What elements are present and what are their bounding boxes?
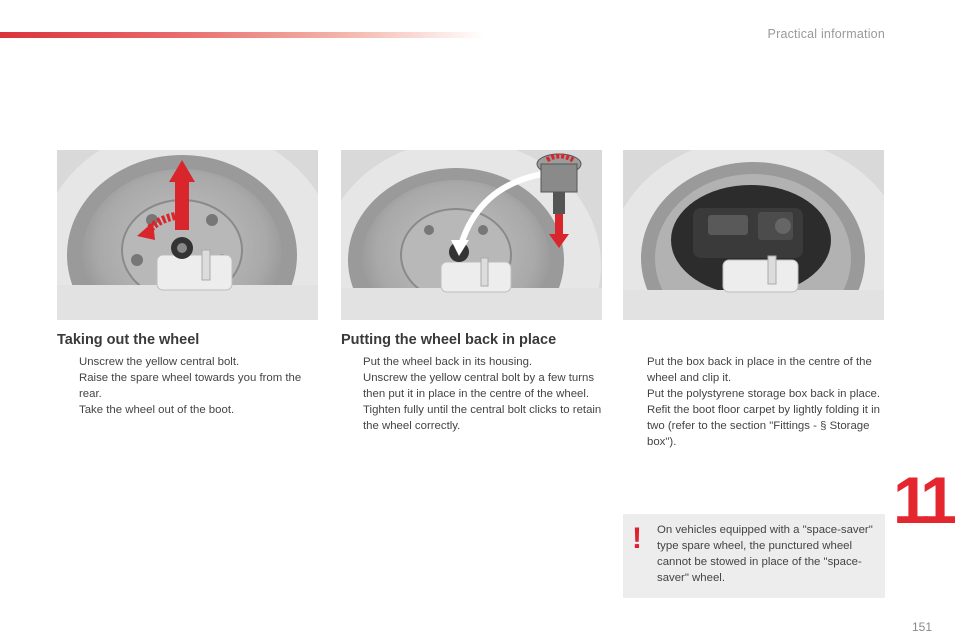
list-item: Put the polystyrene storage box back in place. [647,388,881,400]
warning-text: On vehicles equipped with a "space-saver" type spare wheel, the punctured wheel cannot be stowed in place of the "space-saver" wheel. [657,524,873,584]
spare-wheel-illustration [57,150,318,320]
wheel-with-bolt-illustration [341,150,602,320]
photo-putting-wheel-back [341,150,602,320]
steps-putting-wheel-back [341,354,605,434]
list-item: Refit the boot floor carpet by lightly folding it in two (refer to the section "Fittings - § Storage box"). [647,404,881,448]
photo-storage-box [623,150,884,320]
header-accent-bar [0,32,485,38]
heading-taking-out-wheel: Taking out the wheel [57,332,200,348]
list-item: Unscrew the yellow central bolt by a few turns then put it in place in the centre of the wheel. [363,372,595,400]
steps-taking-out-wheel [57,354,317,418]
warning-box [623,514,885,598]
steps-storage-box [625,354,880,450]
chapter-number: 11 [893,463,951,537]
storage-box-illustration [623,150,884,320]
list-item: Take the wheel out of the boot. [79,404,235,416]
list-item: Tighten fully until the central bolt clicks to retain the wheel correctly. [363,404,602,432]
list-item: Raise the spare wheel towards you from the rear. [79,372,302,400]
list-item: Put the box back in place in the centre of the wheel and clip it. [647,356,872,384]
section-title: Practical information [767,27,885,41]
photo-taking-out-wheel [57,150,318,320]
list-item: Put the wheel back in its housing. [363,356,533,368]
page-number: 151 [912,620,933,634]
heading-putting-wheel-back: Putting the wheel back in place [341,332,557,348]
exclamation-mark-icon: ! [632,522,642,555]
list-item: Unscrew the yellow central bolt. [79,356,240,368]
